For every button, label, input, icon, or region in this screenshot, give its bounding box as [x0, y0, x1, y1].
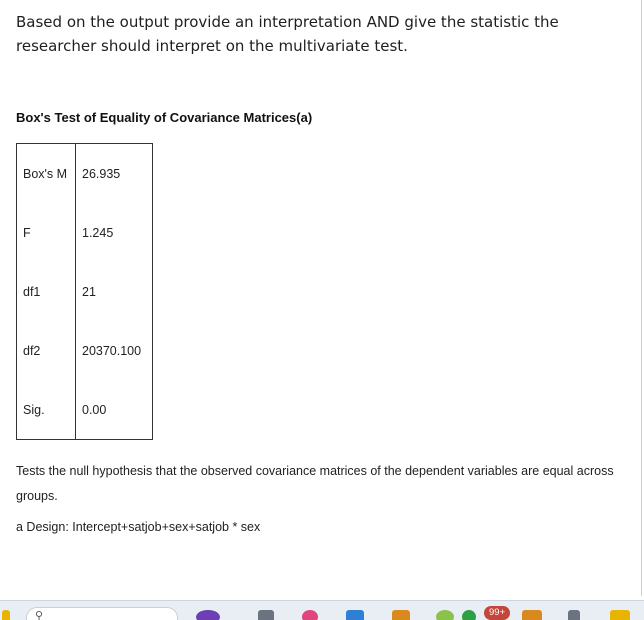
table-row	[17, 380, 153, 440]
app-icon-6[interactable]	[436, 610, 454, 620]
notification-badge: 99+	[484, 606, 510, 620]
table-row	[17, 144, 153, 204]
app-icon-10[interactable]	[610, 610, 630, 620]
app-icon-3[interactable]	[302, 610, 318, 620]
table-row	[17, 203, 153, 262]
table-title: Box's Test of Equality of Covariance Matrices(a)	[16, 110, 313, 125]
row-label: Sig.	[17, 380, 76, 440]
table-row	[17, 321, 153, 380]
search-icon: ⚲	[35, 610, 44, 620]
app-icon-2[interactable]	[258, 610, 274, 620]
app-icon-9[interactable]	[568, 610, 580, 620]
row-label: Box's M	[17, 144, 76, 204]
app-icon-7[interactable]	[462, 610, 476, 620]
row-label: df1	[17, 262, 76, 321]
app-icon-5[interactable]	[392, 610, 410, 620]
taskbar-search[interactable]	[26, 607, 178, 620]
app-icon-8[interactable]	[522, 610, 542, 620]
row-value: 1.245	[82, 225, 114, 240]
design-note: a Design: Intercept+satjob+sex+satjob * sex	[16, 520, 261, 534]
page-divider	[641, 0, 642, 596]
question-text: Based on the output provide an interpretation AND give the statistic the researcher should interpret on the multivariate test.	[16, 13, 559, 55]
row-value: 20370.100	[82, 343, 142, 358]
row-value: 0.00	[82, 402, 107, 417]
row-label: df2	[17, 321, 76, 380]
app-icon-1[interactable]	[196, 610, 220, 620]
box-m-table	[16, 143, 153, 440]
row-label: F	[17, 203, 76, 262]
app-icon-4[interactable]	[346, 610, 364, 620]
table-row	[17, 262, 153, 321]
row-value: 21	[82, 284, 96, 299]
footnote-text: Tests the null hypothesis that the observed covariance matrices of the dependent variables are equal across groups.	[16, 464, 614, 503]
row-value: 26.935	[82, 166, 121, 181]
start-icon[interactable]	[2, 610, 10, 620]
taskbar	[0, 600, 644, 620]
